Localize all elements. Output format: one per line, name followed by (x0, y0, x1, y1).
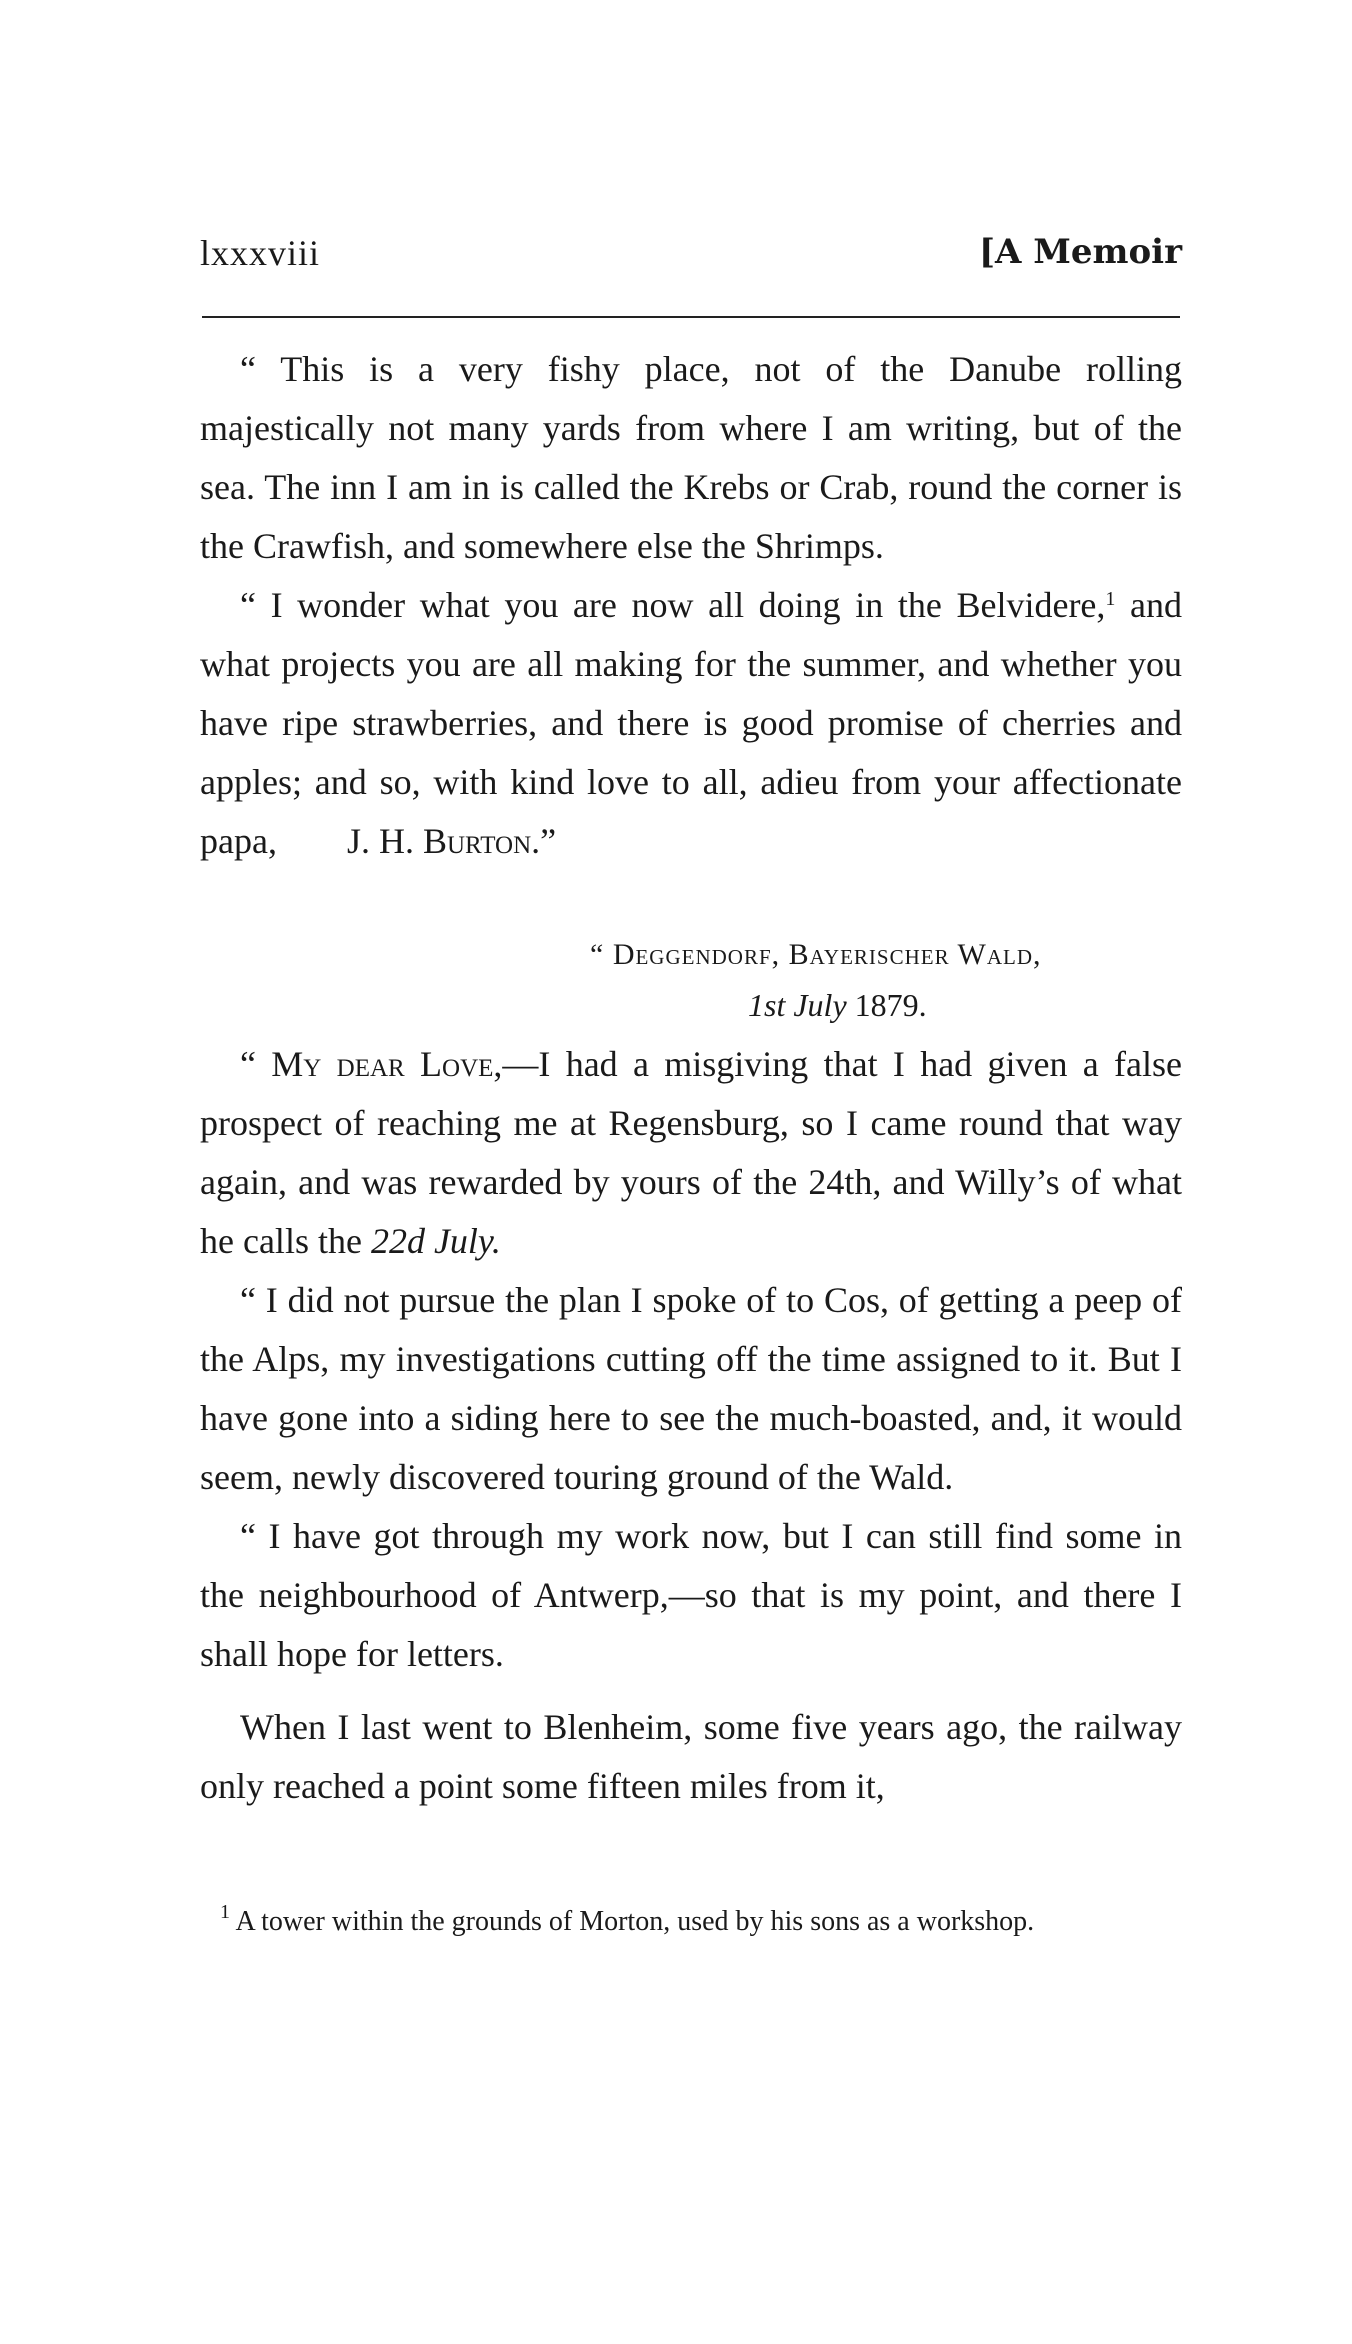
letter-dateline-place: “ Deggendorf, Bayerischer Wald, (590, 938, 1042, 971)
paragraph-antwerp: “ I have got through my work now, but I can still find some in the neighbourhood of Antwerp,—so that is my point, and there I shall hope for letters. (200, 1516, 1182, 1674)
belvidere-text-start: “ I wonder what you are now all doing in the Belvidere, (240, 585, 1106, 625)
salutation: “ My dear Love, (240, 1044, 503, 1084)
footnote-text (200, 1900, 1182, 1944)
footnote (200, 1900, 1182, 1944)
date-reference: 22d July. (370, 1221, 501, 1261)
running-title: [A Memoir (978, 232, 1182, 272)
paragraph-my-dear-love (200, 1035, 1182, 1271)
paragraph-gap (200, 1684, 1182, 1698)
date-day: 1st (748, 987, 786, 1023)
page-number: lxxxviii (200, 233, 321, 273)
header-rule (202, 316, 1180, 318)
regensburg-text: —I had a misgiving that I had given a false prospect of reaching me at Regensburg, so I came round that way again, and was rewarded by yours of the 24th, and Willy’s of what he calls the (200, 1044, 1183, 1261)
signature: J. H. Burton.” (346, 821, 557, 861)
paragraph-belvidere (200, 576, 1182, 871)
letter-dateline-date (200, 981, 1182, 1029)
date-year: 1879. (854, 987, 927, 1023)
belvidere-text-end: and what projects you are all making for the summer, and whether you have ripe strawberries, and there is good promise of cherries and apples; and so, with kind love to all, adieu from your affectionate papa, (200, 585, 1182, 861)
paragraph-alps: “ I did not pursue the plan I spoke of to Cos, of getting a peep of the Alps, my investigations cutting off the time assigned to it. But I have gone into a siding here to see the much-boasted, and, it would seem, newly discovered touring ground of the Wald. (200, 1280, 1182, 1497)
page-header (200, 232, 1182, 292)
footnote-reference: 1 (1105, 588, 1116, 610)
body-text (200, 340, 1182, 1816)
footnote-mark: 1 (220, 1901, 230, 1923)
footnote-body: A tower within the grounds of Morton, used by his sons as a workshop. (230, 1906, 1035, 1937)
date-month: July (793, 987, 847, 1023)
paragraph-blenheim: When I last went to Blenheim, some five years ago, the railway only reached a point some fifteen miles from it, (200, 1707, 1182, 1806)
paragraph-fishy-place: “ This is a very fishy place, not of the Danube rolling majestically not many yards from where I am writing, but of the sea. The inn I am in is called the Krebs or Crab, round the corner is the Crawfish, and somewhere else the Shrimps. (200, 349, 1182, 566)
